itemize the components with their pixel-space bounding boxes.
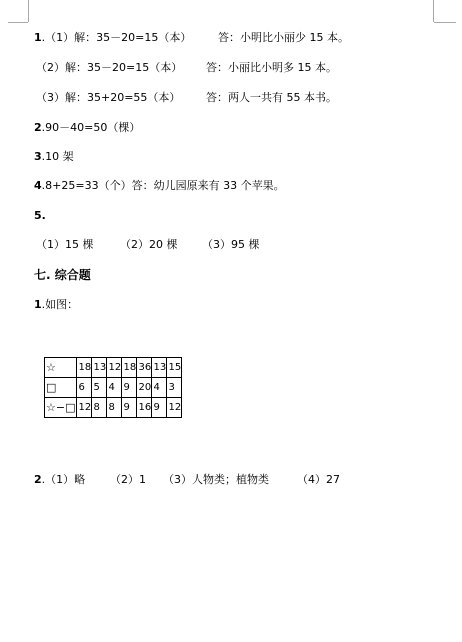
answer-line-2 [36, 61, 337, 75]
table-row [45, 378, 182, 398]
answer-line-5 [34, 150, 74, 164]
answer-text: 答：小明比小丽少 15 本。 [218, 31, 349, 44]
sub-answer-3: （3）人物类；植物类 [163, 473, 269, 486]
figure-table [44, 357, 182, 418]
question-number: 5 [34, 209, 42, 222]
table-cell: 6 [77, 378, 92, 398]
sub-answer-2: （2）1 [110, 473, 146, 486]
question-number: 2 [34, 121, 42, 134]
solution-text: .（1）解：35－20=15（本） [41, 31, 192, 44]
sub-answer-3: （3）95 棵 [202, 238, 260, 251]
sub-answer-1: .（1）略 [41, 473, 86, 486]
question-number: 4 [34, 179, 42, 192]
row-label-star: ☆ [45, 358, 77, 378]
solution-text: .8+25=33（个）答：幼儿园原来有 33 个苹果。 [41, 179, 285, 192]
sub-answer-1: （1）15 棵 [36, 238, 94, 251]
table-cell: 13 [92, 358, 107, 378]
row-label-difference: ☆−□ [45, 398, 77, 418]
row-label-square: □ [45, 378, 77, 398]
table-cell: 20 [137, 378, 152, 398]
table-cell: 9 [152, 398, 167, 418]
table-row [45, 358, 182, 378]
solution-text: .90－40=50（棵） [41, 121, 141, 134]
answer-line-8 [36, 238, 260, 252]
table-cell: 12 [77, 398, 92, 418]
sub-answer-2: （2）20 棵 [120, 238, 178, 251]
table-cell: 9 [122, 398, 137, 418]
table-cell: 18 [77, 358, 92, 378]
table-cell: 15 [167, 358, 182, 378]
table-cell: 13 [152, 358, 167, 378]
question-number: 1 [34, 31, 42, 44]
page-corner-mark-top-left [28, 0, 29, 22]
table-cell: 5 [92, 378, 107, 398]
table-cell: 9 [122, 378, 137, 398]
solution-text: （2）解：35－20=15（本） [36, 61, 183, 74]
table-cell: 36 [137, 358, 152, 378]
answer-line-7 [34, 209, 46, 223]
table-cell: 12 [167, 398, 182, 418]
table-cell: 4 [107, 378, 122, 398]
answer-line-10 [34, 298, 78, 312]
answer-line-4 [34, 121, 140, 135]
table-cell: 8 [92, 398, 107, 418]
section-title: 七. 综合题 [34, 268, 91, 282]
answer-line-6 [34, 179, 285, 193]
solution-text: （3）解：35+20=55（本） [36, 91, 181, 104]
page-corner-mark-top-right-h [434, 22, 456, 23]
solution-text: .10 架 [41, 150, 74, 163]
table-cell: 3 [167, 378, 182, 398]
table-cell: 18 [122, 358, 137, 378]
table-cell: 16 [137, 398, 152, 418]
answer-line-3 [36, 91, 337, 105]
page-corner-mark-top-right [433, 0, 434, 22]
answer-text: 答：小丽比小明多 15 本。 [206, 61, 337, 74]
solution-text: .如图： [41, 298, 79, 311]
answer-text: 答：两人一共有 55 本书。 [206, 91, 337, 104]
question-number: 1 [34, 298, 42, 311]
table-row [45, 398, 182, 418]
question-number: 3 [34, 150, 42, 163]
page-corner-mark-top-left-h [8, 22, 28, 23]
table-cell: 4 [152, 378, 167, 398]
answer-line-1 [34, 31, 349, 45]
table-cell: 12 [107, 358, 122, 378]
answer-line-11 [34, 473, 340, 487]
question-number: 2 [34, 473, 42, 486]
question-dot: . [41, 209, 46, 222]
sub-answer-4: （4）27 [297, 473, 340, 486]
table-cell: 8 [107, 398, 122, 418]
